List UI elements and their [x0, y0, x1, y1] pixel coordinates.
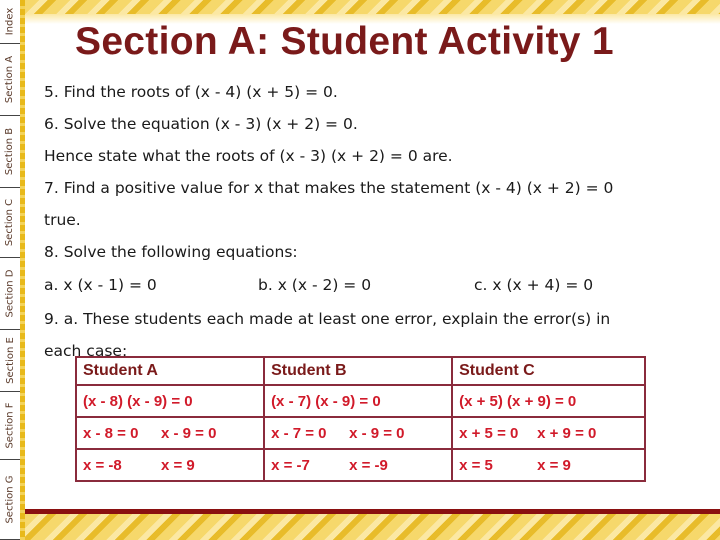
question-8c: c. x (x + 4) = 0 — [474, 276, 594, 294]
table-header-row — [76, 357, 645, 385]
tab-section-f[interactable]: Section F — [0, 392, 20, 460]
table-row — [76, 449, 645, 481]
header-student-b: Student B — [264, 357, 452, 385]
question-6: 6. Solve the equation (x - 3) (x + 2) = 0. — [44, 115, 358, 133]
cell-c-solution: x = 5 x = 9 — [452, 449, 645, 481]
section-nav — [0, 0, 20, 540]
cell-a-solution: x = -8 x = 9 — [76, 449, 264, 481]
top-decor-band — [25, 0, 720, 14]
table-row — [76, 417, 645, 449]
cell-b-split: x - 7 = 0 x - 9 = 0 — [264, 417, 452, 449]
question-6-followup: Hence state what the roots of (x - 3) (x + 2) = 0 are. — [44, 147, 453, 165]
student-work-table — [75, 356, 646, 482]
table-row — [76, 385, 645, 417]
tab-section-c[interactable]: Section C — [0, 188, 20, 258]
question-8b: b. x (x - 2) = 0 — [258, 276, 372, 294]
cell-a-split: x - 8 = 0 x - 9 = 0 — [76, 417, 264, 449]
question-9: 9. a. These students each made at least one error, explain the error(s) in — [44, 310, 611, 328]
question-9-continued: each case: — [44, 342, 128, 360]
tab-section-b[interactable]: Section B — [0, 116, 20, 188]
tab-section-a[interactable]: Section A — [0, 44, 20, 116]
page-title: Section A: Student Activity 1 — [75, 20, 614, 63]
side-decor-stripe — [20, 0, 25, 540]
tab-section-d[interactable]: Section D — [0, 258, 20, 330]
tab-section-e[interactable]: Section E — [0, 330, 20, 392]
question-8a: a. x (x - 1) = 0 — [44, 276, 157, 294]
cell-b-solution: x = -7 x = -9 — [264, 449, 452, 481]
cell-c-factored: (x + 5) (x + 9) = 0 — [452, 385, 645, 417]
tab-index[interactable]: Index — [0, 0, 20, 44]
tab-section-g[interactable]: Section G — [0, 460, 20, 540]
question-7-continued: true. — [44, 211, 81, 229]
question-5: 5. Find the roots of (x - 4) (x + 5) = 0. — [44, 83, 338, 101]
question-7: 7. Find a positive value for x that makes the statement (x - 4) (x + 2) = 0 — [44, 179, 614, 197]
header-student-a: Student A — [76, 357, 264, 385]
cell-b-factored: (x - 7) (x - 9) = 0 — [264, 385, 452, 417]
bottom-decor-band — [25, 514, 720, 540]
question-8: 8. Solve the following equations: — [44, 243, 298, 261]
header-student-c: Student C — [452, 357, 645, 385]
cell-a-factored: (x - 8) (x - 9) = 0 — [76, 385, 264, 417]
cell-c-split: x + 5 = 0 x + 9 = 0 — [452, 417, 645, 449]
